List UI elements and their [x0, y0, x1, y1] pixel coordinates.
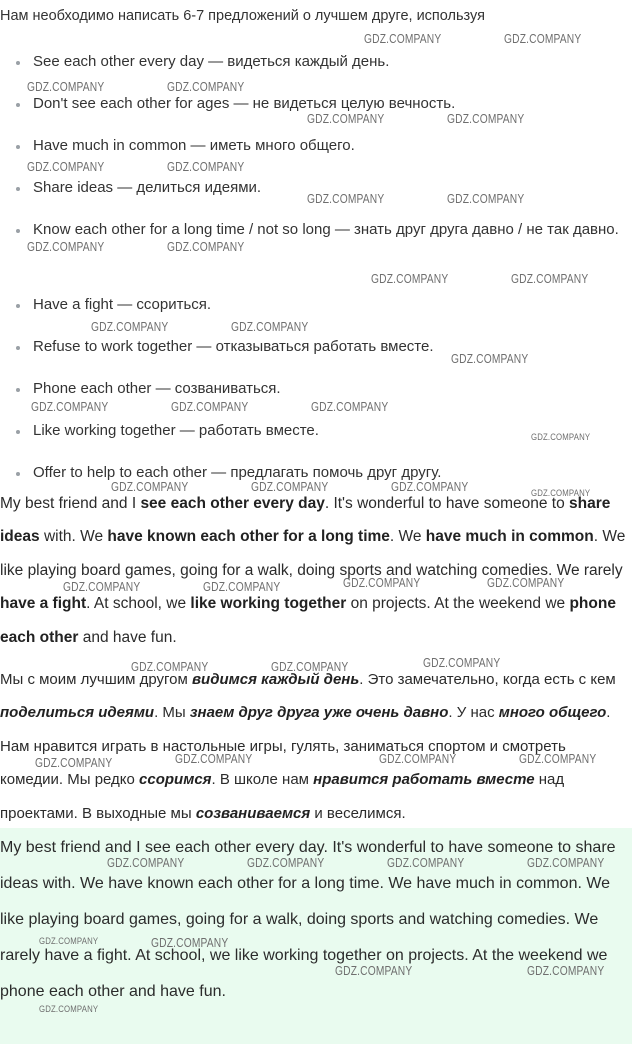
answer-box: [0, 828, 632, 1044]
phrase-item: Offer to help to each other — предлагать помочь друг другу.: [0, 461, 632, 503]
watermark: GDZ.COMPANY: [203, 580, 281, 594]
watermark: GDZ.COMPANY: [487, 576, 565, 590]
text-run: . We like playing board games, going for a walk, doing sports and watching comedies. We rarely: [0, 528, 626, 579]
watermark: GDZ.COMPANY: [39, 1004, 99, 1015]
watermark: GDZ.COMPANY: [371, 272, 449, 286]
watermark: GDZ.COMPANY: [504, 32, 582, 46]
key-phrase: созваниваемся: [195, 804, 311, 822]
watermark: GDZ.COMPANY: [527, 856, 605, 870]
watermark: GDZ.COMPANY: [171, 400, 249, 414]
key-phrase: have a fight: [0, 595, 87, 613]
phrase-list: [0, 50, 632, 503]
watermark: GDZ.COMPANY: [343, 576, 421, 590]
phrase-item: Refuse to work together — отказываться работать вместе.: [0, 335, 632, 377]
text-run: on projects. At the weekend we: [346, 595, 570, 613]
watermark: GDZ.COMPANY: [511, 272, 589, 286]
watermark: GDZ.COMPANY: [335, 964, 413, 978]
watermark: GDZ.COMPANY: [151, 936, 229, 950]
watermark: GDZ.COMPANY: [131, 660, 209, 674]
watermark: GDZ.COMPANY: [247, 856, 325, 870]
watermark: GDZ.COMPANY: [311, 400, 389, 414]
text-run: . Мы: [154, 704, 190, 722]
watermark: GDZ.COMPANY: [531, 432, 591, 443]
watermark: GDZ.COMPANY: [167, 160, 245, 174]
text-run: . We: [389, 528, 426, 546]
watermark: GDZ.COMPANY: [447, 112, 525, 126]
watermark: GDZ.COMPANY: [387, 856, 465, 870]
phrase-item: Phone each other — созваниваться.: [0, 377, 632, 419]
key-phrase: have much in common: [425, 528, 594, 546]
text-run: My best friend and I: [0, 495, 141, 512]
watermark: GDZ.COMPANY: [107, 856, 185, 870]
watermark: GDZ.COMPANY: [527, 964, 605, 978]
watermark: GDZ.COMPANY: [451, 352, 529, 366]
watermark: GDZ.COMPANY: [27, 160, 105, 174]
text-run: . At school, we: [86, 595, 191, 613]
key-phrase: ссоримся: [139, 771, 212, 789]
russian-paragraph: [0, 663, 630, 830]
watermark: GDZ.COMPANY: [307, 112, 385, 126]
intro-text: Нам необходимо написать 6-7 предложений о лучшем друге, используя: [0, 8, 485, 24]
text-run: . It's wonderful to have someone to: [324, 495, 570, 512]
watermark: GDZ.COMPANY: [167, 240, 245, 254]
watermark: GDZ.COMPANY: [251, 480, 329, 494]
phrase-item: Share ideas — делиться идеями.: [0, 176, 632, 218]
key-phrase: поделиться идеями: [0, 704, 155, 722]
watermark: GDZ.COMPANY: [519, 752, 597, 766]
watermark: GDZ.COMPANY: [391, 480, 469, 494]
text-run: и веселимся.: [310, 804, 406, 822]
watermark: GDZ.COMPANY: [63, 580, 141, 594]
phrase-item: Have much in common — иметь много общего.: [0, 134, 632, 176]
key-phrase: have known each other for a long time: [107, 528, 390, 546]
watermark: GDZ.COMPANY: [531, 488, 591, 499]
watermark: GDZ.COMPANY: [307, 192, 385, 206]
watermark: GDZ.COMPANY: [35, 756, 113, 770]
text-run: . У нас: [448, 704, 499, 722]
watermark: GDZ.COMPANY: [167, 80, 245, 94]
key-phrase: like working together: [190, 595, 347, 613]
english-paragraph: [0, 487, 630, 654]
text-run: . В школе нам: [211, 771, 314, 789]
phrase-item: Like working together — работать вместе.: [0, 419, 632, 461]
text-run: with. We: [39, 528, 108, 546]
answer-text: My best friend and I see each other every day. It's wonderful to have someone to share ideas with. We have known each other for a long time. We have much in common. We like playing board games, going for a walk, doing sports and watching comedies. We rarely have a fight. At school, we like working together on projects. At the weekend we phone each other and have fun.: [0, 839, 616, 1000]
watermark: GDZ.COMPANY: [447, 192, 525, 206]
watermark: GDZ.COMPANY: [111, 480, 189, 494]
watermark: GDZ.COMPANY: [27, 240, 105, 254]
text-run: Мы с моим лучшим другом: [0, 671, 192, 688]
text-run: над проектами. В выходные мы: [0, 771, 565, 822]
phrase-item: Know each other for a long time / not so long — знать друг друга давно / не так давно.: [0, 218, 632, 293]
watermark: GDZ.COMPANY: [423, 656, 501, 670]
text-run: . Это замечательно, когда есть с кем: [359, 671, 616, 688]
watermark: GDZ.COMPANY: [175, 752, 253, 766]
phrase-item: Have a fight — ссориться.: [0, 293, 632, 335]
watermark: GDZ.COMPANY: [364, 32, 442, 46]
watermark: GDZ.COMPANY: [31, 400, 109, 414]
key-phrase: see each other every day: [140, 495, 325, 512]
key-phrase: нравится работать вместе: [313, 771, 535, 789]
key-phrase: знаем друг друга уже очень давно: [189, 704, 449, 722]
watermark: GDZ.COMPANY: [231, 320, 309, 334]
key-phrase: много общего: [498, 704, 607, 722]
watermark: GDZ.COMPANY: [271, 660, 349, 674]
watermark: GDZ.COMPANY: [91, 320, 169, 334]
phrase-item: See each other every day — видеться каждый день.: [0, 50, 632, 92]
watermark: GDZ.COMPANY: [379, 752, 457, 766]
phrase-item: Don't see each other for ages — не видеться целую вечность.: [0, 92, 632, 134]
watermark: GDZ.COMPANY: [39, 936, 99, 947]
text-run: and have fun.: [78, 628, 177, 646]
text-run: . Нам нравится играть в настольные игры, гулять, заниматься спортом и смотреть комедии. Мы редко: [0, 704, 611, 789]
key-phrase: share ideas: [0, 495, 611, 546]
key-phrase: phone each other: [0, 595, 616, 646]
watermark: GDZ.COMPANY: [27, 80, 105, 94]
key-phrase: видимся каждый день: [191, 671, 360, 688]
